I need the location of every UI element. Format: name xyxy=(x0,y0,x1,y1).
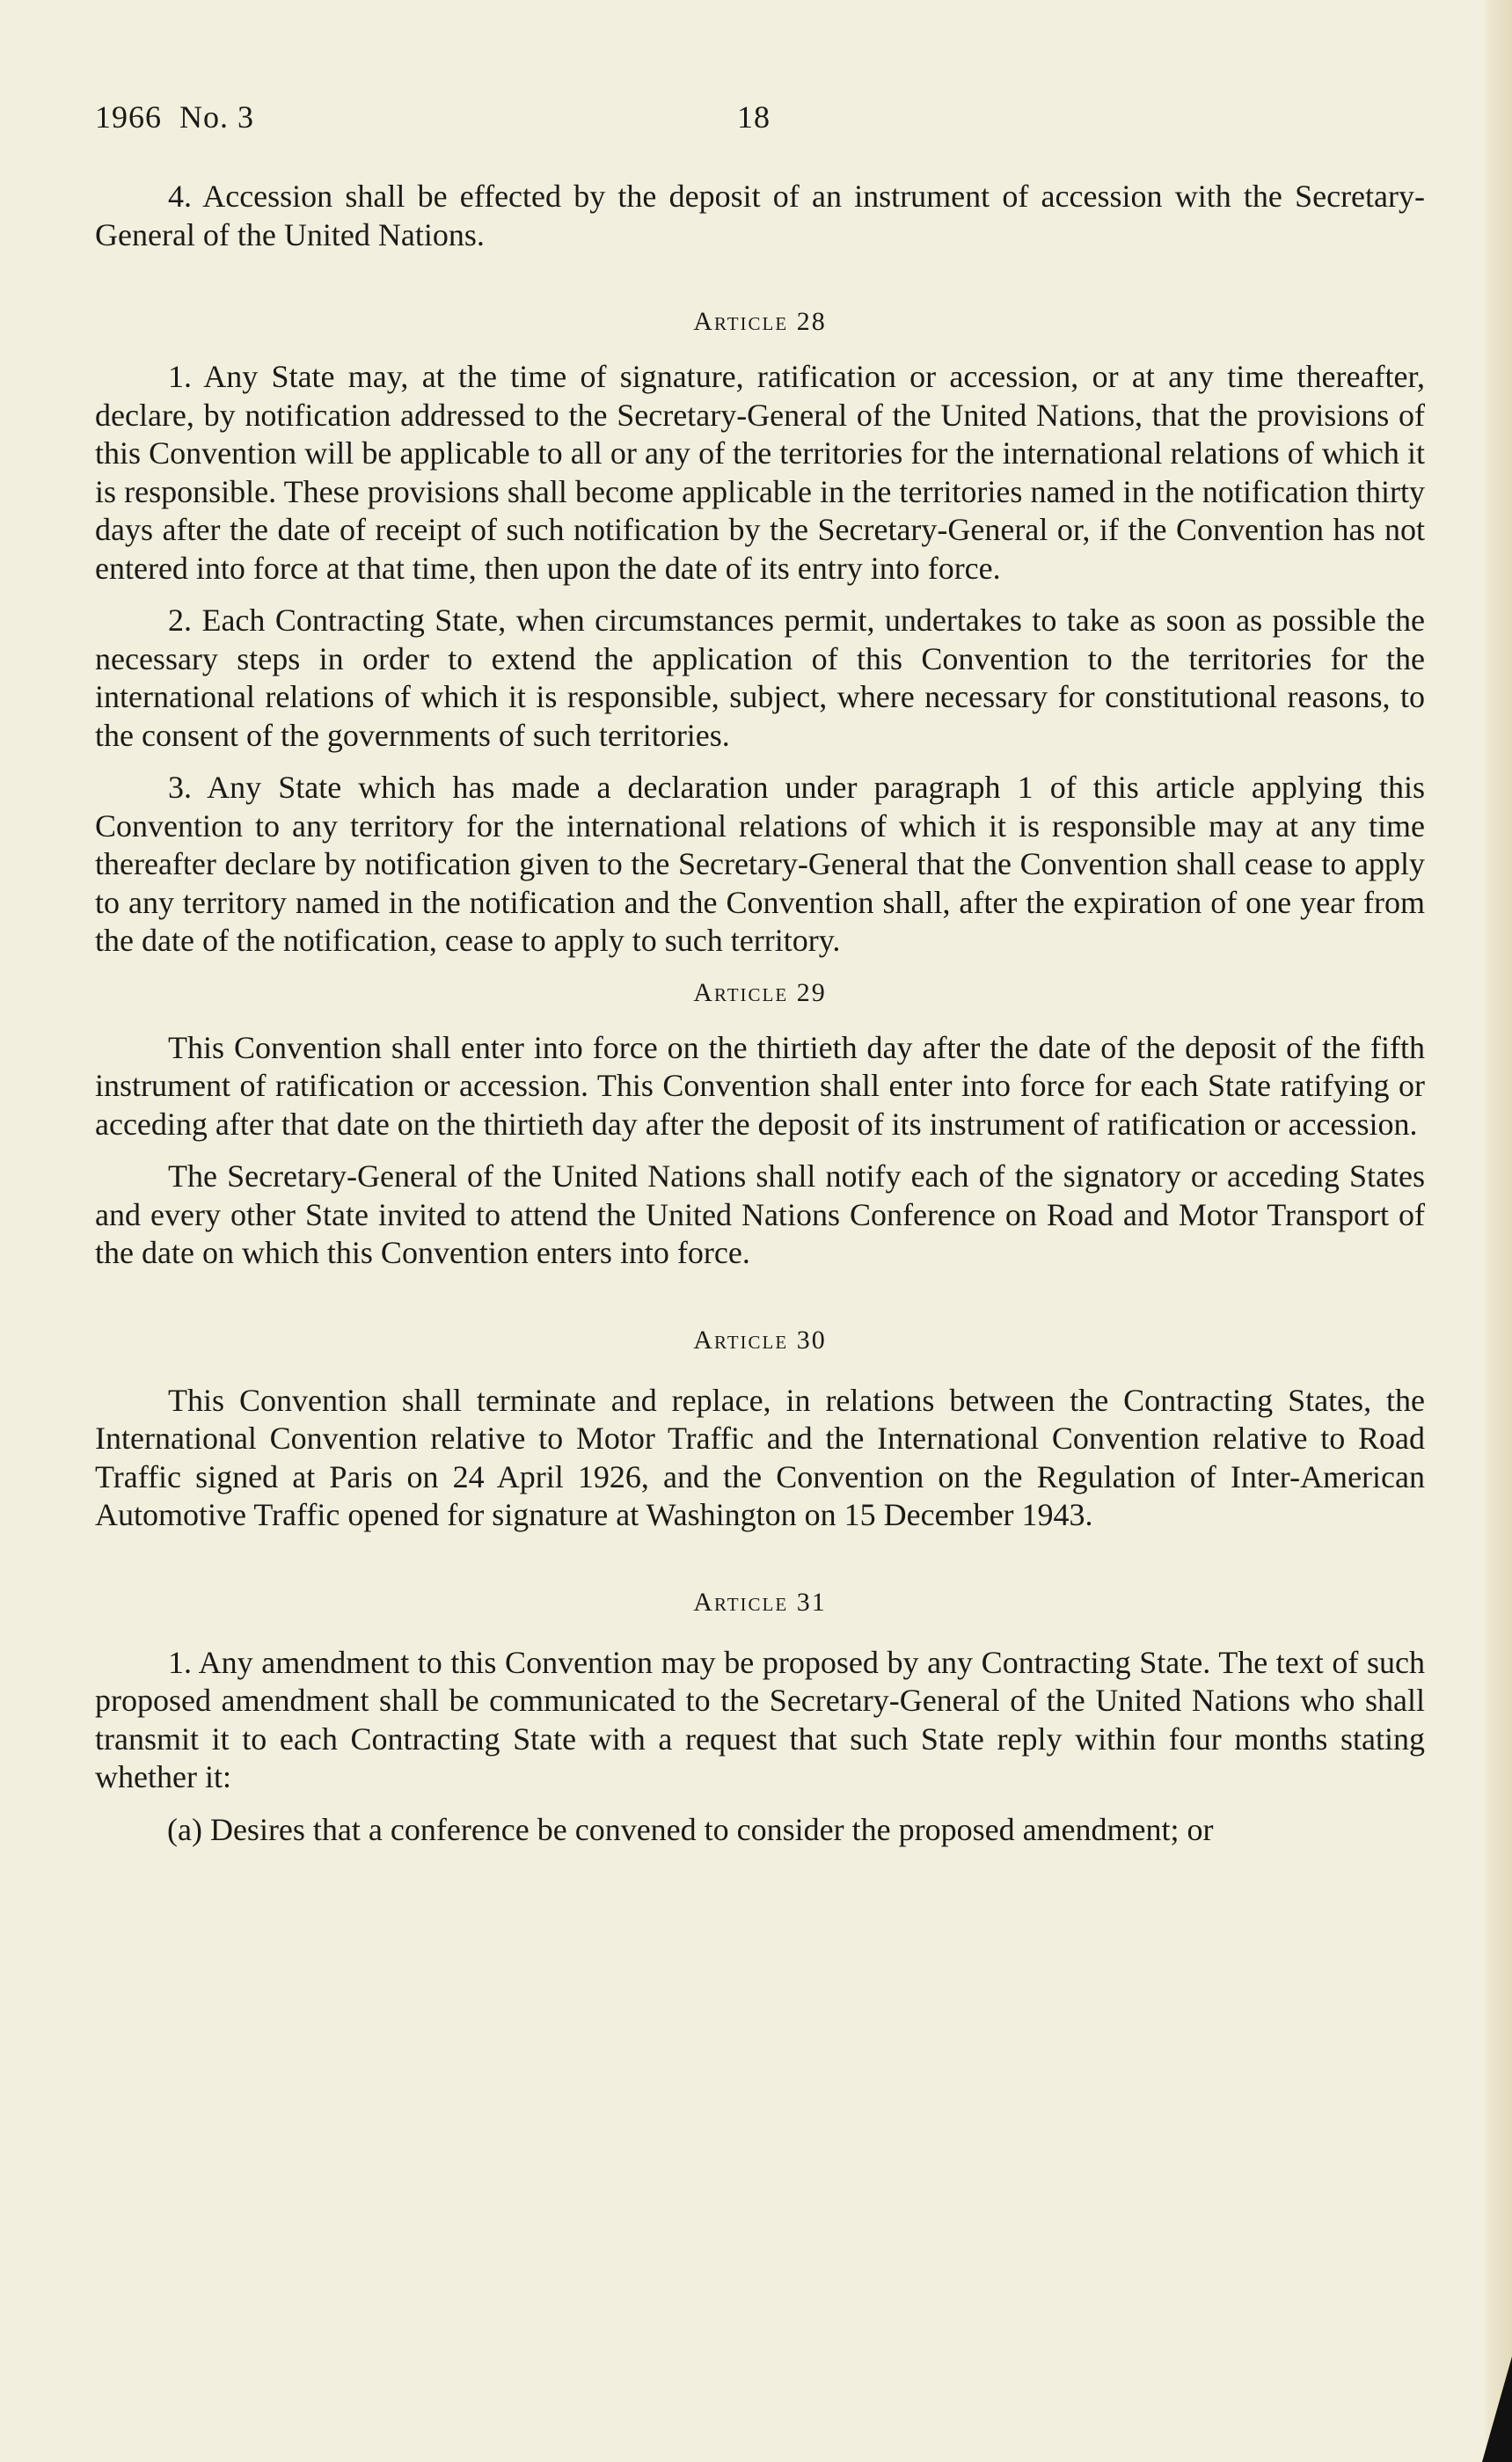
article-30-heading: Article 30 xyxy=(693,1325,827,1355)
article-30-paragraph-1: This Convention shall terminate and replace, in relations between the Contracting States, the International Convention relative to Motor Traffic and the International Convention relative to Road Traffic signed at Paris on 24 April 1926, and the Convention on the Regulation of Inter-American Automotive Traffic opened for signature at Washington on 15 December 1943. xyxy=(95,1382,1425,1532)
article-28-paragraph-1: 1. Any State may, at the time of signature, ratification or accession, or at any time thereafter, declare, by notification addressed to the Secretary-General of the United Nations, that the provisions of this Convention will be applicable to all or any of the territories for the international relations of which it is responsible. These provisions shall become applicable in the territories named in the notification thirty days after the date of receipt of such notification by the Secretary-General or, if the Convention has not entered into force at that time, then upon the date of its entry into force. xyxy=(95,359,1425,586)
paragraph-accession-4: 4. Accession shall be effected by the deposit of an instrument of accession with the Secretary-General of the United Nations. xyxy=(95,179,1425,252)
page-corner-shadow xyxy=(1482,2356,1512,2462)
page-edge-shadow xyxy=(1486,0,1512,2462)
article-29-paragraph-1: This Convention shall enter into force on the thirtieth day after the date of the deposit of the fifth instrument of ratification or accession. This Convention shall enter into force for each State ratifying or acceding after that date on the thirtieth day after the deposit of its instrument of ratification or accession. xyxy=(95,1029,1425,1142)
document-body xyxy=(95,178,1425,1849)
page-number: 18 xyxy=(737,99,771,135)
article-29-heading: Article 29 xyxy=(693,977,827,1007)
article-28-paragraph-3: 3. Any State which has made a declaration under paragraph 1 of this article applying this Convention to any territory for the international relations of which it is responsible may at any time thereafter declare by notification given to the Secretary-General that the Convention shall cease to apply to any territory named in the notification and the Convention shall, after the expiration of one year from the date of the notification, cease to apply to such territory. xyxy=(95,770,1425,958)
article-29-paragraph-2: The Secretary-General of the United Nations shall notify each of the signatory or acceding States and every other State invited to attend the United Nations Conference on Road and Motor Transport of the date on which this Convention enters into force. xyxy=(95,1158,1425,1270)
article-31-paragraph-1: 1. Any amendment to this Convention may be proposed by any Contracting State. The text of such proposed amendment shall be communicated to the Secretary-General of the United Nations who shall transmit it to each Contracting State with a request that such State reply within four months stating whether it: xyxy=(95,1644,1425,1794)
article-28-heading: Article 28 xyxy=(693,307,827,336)
article-31-item-a: (a) Desires that a conference be convened to consider the proposed amendment; or xyxy=(167,1811,1214,1847)
article-31-heading: Article 31 xyxy=(693,1587,827,1617)
running-header xyxy=(95,99,771,135)
year-and-number: 1966 No. 3 xyxy=(95,99,254,135)
article-28-paragraph-2: 2. Each Contracting State, when circumstances permit, undertakes to take as soon as possible the necessary steps in order to extend the application of this Convention to the territories for the international relations of which it is responsible, subject, where necessary for constitutional reasons, to the consent of the governments of such territories. xyxy=(95,603,1425,753)
